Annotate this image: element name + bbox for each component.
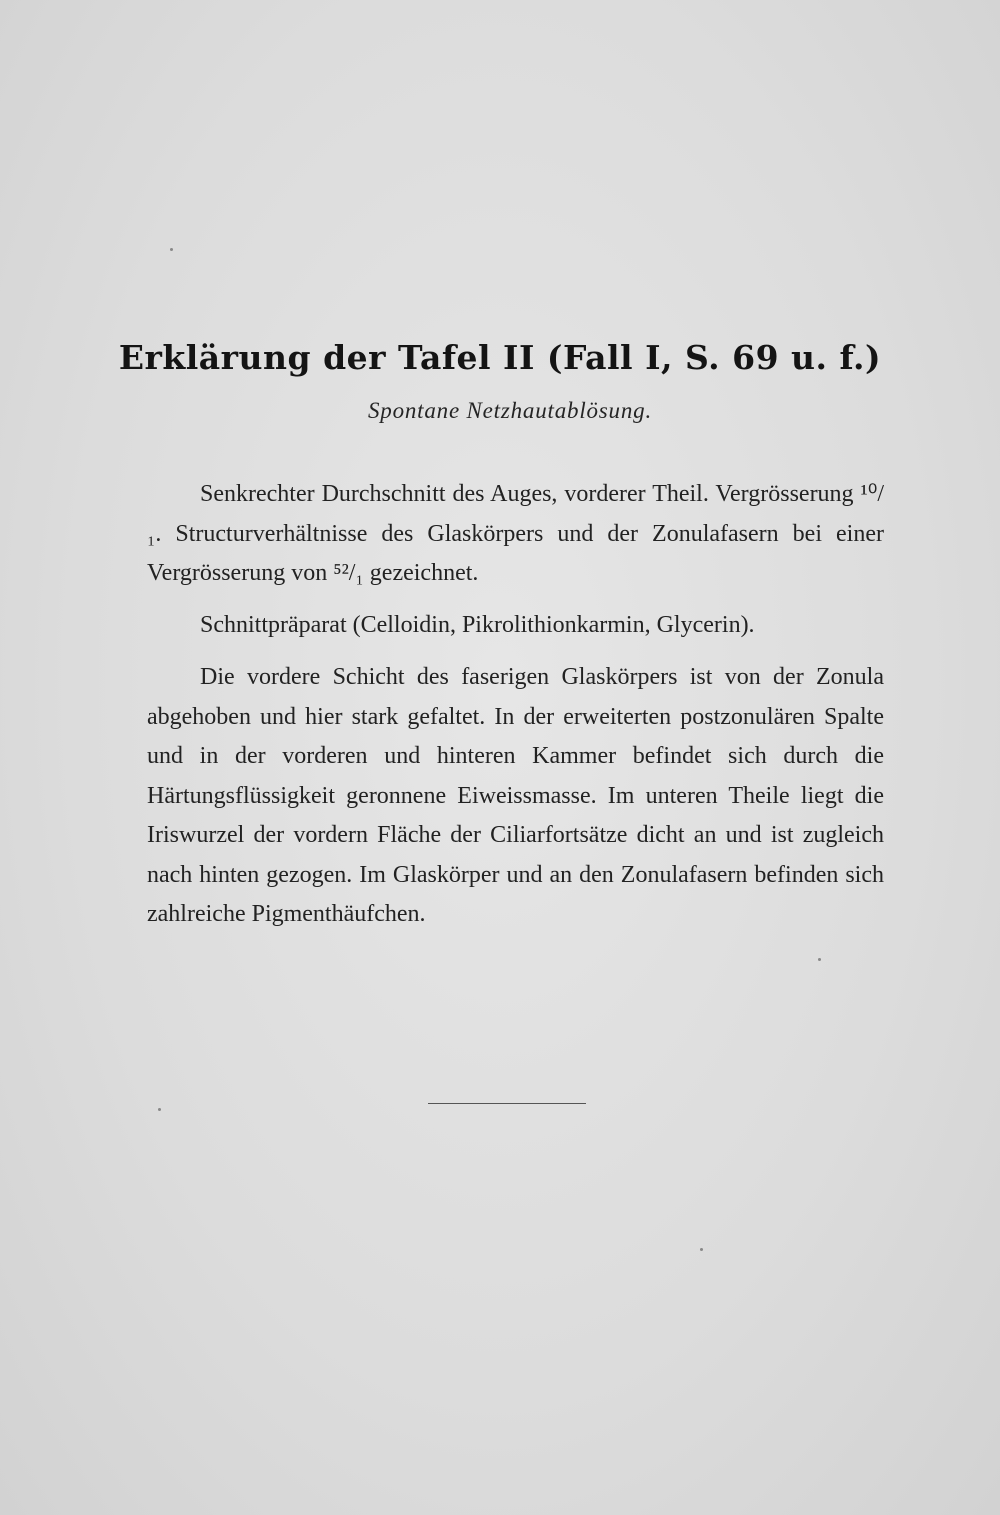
end-divider xyxy=(428,1103,586,1104)
page-subtitle: Spontane Netzhautablösung. xyxy=(367,398,653,423)
paper-speck xyxy=(700,1248,703,1251)
paper-speck xyxy=(158,1108,161,1111)
paragraph-section-description: Senkrechter Durchschnitt des Auges, vorderer Theil. Vergrösserung ¹⁰/₁. Structurverhältnisse des Glaskörpers und der Zonulafasern bei einer Vergrösserung von ⁵²/₁ gezeichnet. xyxy=(147,481,884,586)
paragraph-findings: Die vordere Schicht des faserigen Glaskörpers ist von der Zonula abgehoben und hier stark gefaltet. In der erweiterten postzonulären Spalte und in der vorderen und hinteren Kammer befindet sich durch die Härtungsflüssigkeit geronnene Eiweissmasse. Im unteren Theile liegt die Iriswurzel der vordern Fläche der Ciliarfortsätze dicht an und ist zugleich nach hinten gezogen. Im Glaskörper und an den Zonulafasern befinden sich zahlreiche Pigmenthäufchen. xyxy=(147,664,884,927)
paragraph-preparation: Schnittpräparat (Celloidin, Pikrolithionkarmin, Glycerin). xyxy=(200,612,755,638)
paper-speck xyxy=(170,248,173,251)
page-title: Erklärung der Tafel II (Fall I, S. 69 u. f.) xyxy=(118,338,882,377)
paper-speck xyxy=(818,958,821,961)
